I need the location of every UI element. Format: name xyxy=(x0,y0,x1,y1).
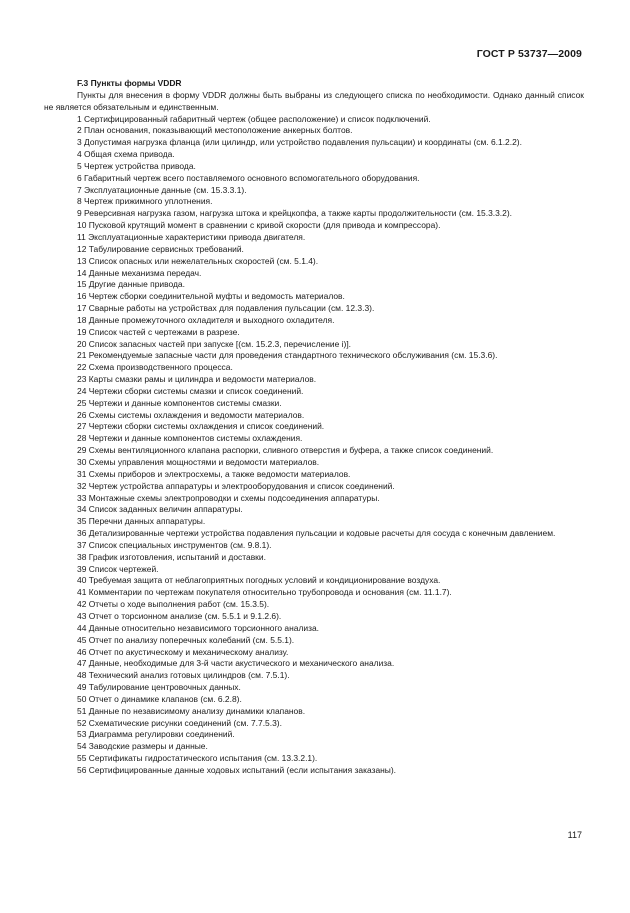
list-item: 22 Схема производственного процесса. xyxy=(77,362,233,373)
list-item: 52 Схематические рисунки соединений (см. 7.7.5.3). xyxy=(77,717,282,728)
list-item: 39 Список чертежей. xyxy=(77,563,159,574)
list-item: 25 Чертежи и данные компонентов системы смазки. xyxy=(77,397,282,408)
document-body xyxy=(44,78,584,777)
list-item: 19 Список частей с чертежами в разрезе. xyxy=(77,326,240,337)
list-item: 5 Чертеж устройства привода. xyxy=(77,160,196,171)
list-item: 20 Список запасных частей при запуске [(см. 15.2.3, перечисление i)]. xyxy=(77,338,352,349)
list-item: 11 Эксплуатационные характеристики привода двигателя. xyxy=(77,231,306,242)
list-item: 14 Данные механизма передач. xyxy=(77,267,202,278)
item-list xyxy=(44,114,584,777)
intro-paragraph: Пункты для внесения в форму VDDR должны быть выбраны из следующего списка по необходимости. Однако данный список не является обязательным и единственным. xyxy=(44,89,584,112)
list-item: 2 План основания, показывающий местоположение анкерных болтов. xyxy=(77,125,353,136)
list-item: 8 Чертеж прижимного уплотнения. xyxy=(77,196,213,207)
list-item: 12 Табулирование сервисных требований. xyxy=(77,243,244,254)
list-item: 43 Отчет о торсионном анализе (см. 5.5.1 и 9.1.2.6). xyxy=(77,610,282,621)
page-number: 117 xyxy=(567,830,582,840)
list-item: 51 Данные по независимому анализу динамики клапанов. xyxy=(77,705,306,716)
list-item: 10 Пусковой крутящий момент в сравнении с кривой скорости (для привода и компрессора). xyxy=(77,220,441,231)
list-item: 7 Эксплуатационные данные (см. 15.3.3.1). xyxy=(77,184,247,195)
list-item: 48 Технический анализ готовых цилиндров (см. 7.5.1). xyxy=(77,670,290,681)
list-item: 3 Допустимая нагрузка фланца (или цилиндр, или устройство подавления пульсации) и координаты (см. 6.1.2.2). xyxy=(77,137,522,148)
list-item: 26 Схемы системы охлаждения и ведомости материалов. xyxy=(77,409,305,420)
list-item: 40 Требуемая защита от неблагоприятных погодных условий и кондиционирование воздуха. xyxy=(77,575,441,586)
list-item: 53 Диаграмма регулировки соединений. xyxy=(77,729,235,740)
list-item: 21 Рекомендуемые запасные части для проведения стандартного технического обслуживания (см. 15.3.6). xyxy=(77,350,498,361)
list-item: 38 График изготовления, испытаний и доставки. xyxy=(77,551,266,562)
list-item: 9 Реверсивная нагрузка газом, нагрузка штока и крейцкопфа, а также карты продолжительности (см. 15.3.3.2). xyxy=(77,208,512,219)
list-item: 54 Заводские размеры и данные. xyxy=(77,741,208,752)
list-item: 33 Монтажные схемы электропроводки и схемы подсоединения аппаратуры. xyxy=(77,492,380,503)
list-item: 13 Список опасных или нежелательных скоростей (см. 5.1.4). xyxy=(77,255,319,266)
list-item: 16 Чертеж сборки соединительной муфты и ведомость материалов. xyxy=(77,291,345,302)
list-item: 28 Чертежи и данные компонентов системы охлаждения. xyxy=(77,433,303,444)
list-item: 32 Чертеж устройства аппаратуры и электрооборудования и список соединений. xyxy=(77,480,395,491)
list-item: 46 Отчет по акустическому и механическому анализу. xyxy=(77,646,289,657)
list-item: 6 Габаритный чертеж всего поставляемого основного вспомогательного оборудования. xyxy=(77,172,420,183)
list-item: 45 Отчет по анализу поперечных колебаний (см. 5.5.1). xyxy=(77,634,295,645)
list-item: 34 Список заданных величин аппаратуры. xyxy=(77,504,243,515)
list-item: 55 Сертификаты гидростатического испытания (см. 13.3.2.1). xyxy=(77,753,318,764)
list-item: 56 Сертифицированные данные ходовых испытаний (если испытания заказаны). xyxy=(77,764,397,775)
list-item: 23 Карты смазки рамы и цилиндра и ведомости материалов. xyxy=(77,374,317,385)
list-item: 37 Список специальных инструментов (см. 9.8.1). xyxy=(77,539,272,550)
list-item: 15 Другие данные привода. xyxy=(77,279,185,290)
list-item: 49 Табулирование центровочных данных. xyxy=(77,682,241,693)
list-item: 17 Сварные работы на устройствах для подавления пульсации (см. 12.3.3). xyxy=(77,303,375,314)
list-item: 36 Детализированные чертежи устройства подавления пульсации и кодовые расчеты для сосуда с конечным давлением. xyxy=(77,528,556,539)
standard-number: ГОСТ Р 53737—2009 xyxy=(476,48,582,60)
list-item: 1 Сертифицированный габаритный чертеж (общее расположение) и список подключений. xyxy=(77,113,431,124)
list-item: 50 Отчет о динамике клапанов (см. 6.2.8). xyxy=(77,693,242,704)
list-item: 29 Схемы вентиляционного клапана распорки, сливного отверстия и буфера, а также список соединений. xyxy=(77,445,494,456)
list-item: 31 Схемы приборов и электросхемы, а также ведомости материалов. xyxy=(77,468,351,479)
list-item: 44 Данные относительно независимого торсионного анализа. xyxy=(77,622,319,633)
list-item: 47 Данные, необходимые для 3-й части акустического и механического анализа. xyxy=(77,658,395,669)
list-item: 27 Чертежи сборки системы охлаждения и список соединений. xyxy=(77,421,325,432)
list-item: 41 Комментарии по чертежам покупателя относительно трубопровода и основания (см. 11.1.7). xyxy=(77,587,452,598)
list-item: 30 Схемы управления мощностями и ведомости материалов. xyxy=(77,457,320,467)
list-item: 24 Чертежи сборки системы смазки и список соединений. xyxy=(77,385,304,396)
list-item: 35 Перечни данных аппаратуры. xyxy=(77,516,206,527)
list-item: 18 Данные промежуточного охладителя и выходного охладителя. xyxy=(77,314,335,325)
section-title: F.3 Пункты формы VDDR xyxy=(77,78,182,88)
list-item: 42 Отчеты о ходе выполнения работ (см. 15.3.5). xyxy=(77,599,270,610)
list-item: 4 Общая схема привода. xyxy=(77,149,175,160)
